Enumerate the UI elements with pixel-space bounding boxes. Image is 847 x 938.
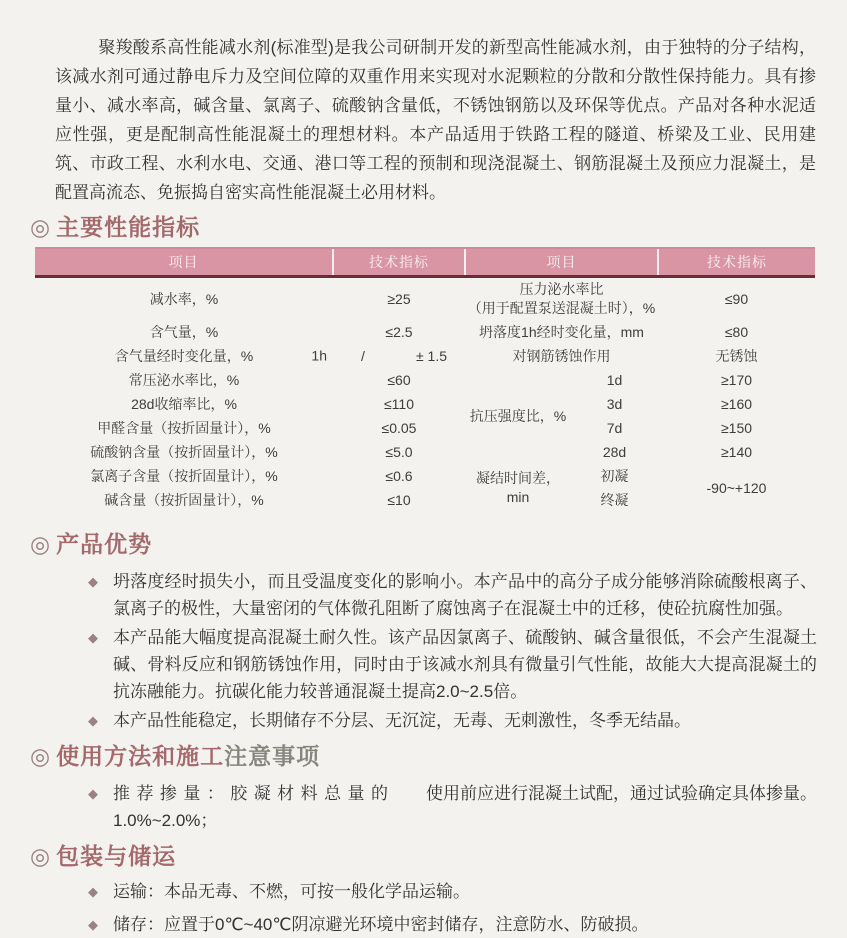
list-item xyxy=(88,707,817,734)
table-cell-item: 减水率，% xyxy=(149,290,219,307)
table-cell-value: 无锈蚀 xyxy=(715,347,758,364)
diamond-bullet-icon: ◆ xyxy=(88,786,98,801)
table-cell-value: ≤2.5 xyxy=(385,323,413,340)
advantages-list xyxy=(88,568,817,734)
section-heading-performance xyxy=(30,213,847,241)
table-cell-value: ≥25 xyxy=(387,290,411,307)
list-item xyxy=(88,624,817,705)
table-cell-item: 氯离子含量（按折固量计），% xyxy=(90,467,278,484)
table-cell-item: 碱含量（按折固量计），% xyxy=(104,491,264,508)
table-header-cell: 项目 xyxy=(465,248,658,277)
diamond-bullet-icon: ◆ xyxy=(88,884,98,899)
table-cell-item xyxy=(465,277,658,321)
section-title-text-faded: 注意事项 xyxy=(224,743,321,769)
table-cell-item xyxy=(35,344,333,368)
section-marker-icon: ◎ xyxy=(30,214,52,240)
table-cell-slash: / xyxy=(361,347,365,364)
table-cell-value-text: ± 1.5 xyxy=(415,347,447,364)
table-cell-value: ≤60 xyxy=(387,371,411,388)
table-row xyxy=(35,320,815,344)
bullet-text: 坍落度经时损失小，而且受温度变化的影响小。本产品中的高分子成分能够消除硫酸根离子、氯离子的极性，大量密闭的气体微孔阻断了腐蚀离子在混凝土中的迁移，使砼抗腐性加强。 xyxy=(113,572,817,618)
section-heading-advantages xyxy=(30,530,847,558)
document-page xyxy=(0,33,847,938)
table-cell-value: ≤5.0 xyxy=(385,443,413,460)
table-cell-item: 含气量，% xyxy=(149,323,219,340)
diamond-bullet-icon: ◆ xyxy=(88,917,98,932)
table-cell-value: ≤0.6 xyxy=(385,467,413,484)
table-row xyxy=(35,440,815,464)
table-row xyxy=(35,392,815,416)
section-title-text: 产品优势 xyxy=(56,531,153,557)
section-marker-icon: ◎ xyxy=(30,531,52,557)
table-cell-value: ≤110 xyxy=(383,395,414,412)
table-cell-line: 压力泌水率比 xyxy=(519,281,604,297)
diamond-bullet-icon: ◆ xyxy=(88,713,98,728)
table-header-cell: 技术指标 xyxy=(658,248,815,277)
table-row xyxy=(35,368,815,392)
table-row xyxy=(35,344,815,368)
table-cell-item: 常压泌水率比，% xyxy=(128,371,240,388)
table-cell-value: ≤0.05 xyxy=(381,419,417,436)
table-cell-item: 28d收缩率比，% xyxy=(131,395,237,412)
trial-mix-note: 使用前应进行混凝土试配，通过试验确定具体掺量。 xyxy=(426,784,817,803)
diamond-bullet-icon: ◆ xyxy=(88,630,98,645)
performance-table xyxy=(35,247,815,512)
table-header-cell: 技术指标 xyxy=(333,248,465,277)
table-cell-item: 甲醛含量（按折固量计），% xyxy=(97,419,271,436)
bullet-text: 本产品性能稳定，长期储存不分层、无沉淀，无毒、无刺激性，冬季无结晶。 xyxy=(113,711,691,730)
table-cell-sublabel: 1h xyxy=(311,347,327,364)
table-cell-sublabel: 初凝 xyxy=(600,467,629,484)
table-row xyxy=(35,277,815,321)
bullet-text: 运输：本品无毒、不燃，可按一般化学品运输。 xyxy=(113,882,470,901)
section-heading-usage xyxy=(30,742,847,770)
table-row xyxy=(35,464,815,488)
table-cell-value: ≥140 xyxy=(720,443,753,460)
table-row xyxy=(35,416,815,440)
section-title-text: 包装与储运 xyxy=(56,843,177,869)
table-cell-value: ≤80 xyxy=(724,323,749,340)
table-cell-value: -90~+120 xyxy=(706,479,767,496)
table-header-row xyxy=(35,248,815,277)
diamond-bullet-icon: ◆ xyxy=(88,574,98,589)
usage-list xyxy=(88,780,817,834)
table-cell-label: 含气量经时变化量，% xyxy=(114,347,254,364)
intro-paragraph: 聚羧酸系高性能减水剂(标准型)是我公司研制开发的新型高性能减水剂，由于独特的分子结构，该减水剂可通过静电斥力及空间位障的双重作用来实现对水泥颗粒的分散和分散性保持能力。具有掺量小、减水率高，碱含量、氯离子、硫酸钠含量低，不锈蚀钢筋以及环保等优点。产品对各种水泥适应性强，更是配制高性能混凝土的理想材料。本产品适用于铁路工程的隧道、桥梁及工业、民用建筑、市政工程、水利水电、交通、港口等工程的预制和现浇混凝土、钢筋混凝土及预应力混凝土，是配置高流态、免振捣自密实高性能混凝土必用材料。 xyxy=(55,38,816,202)
table-cell-value: ≤10 xyxy=(387,491,411,508)
table-cell-value xyxy=(333,344,465,368)
section-marker-icon: ◎ xyxy=(30,743,52,769)
dosage-recommendation: 推荐掺量：胶凝材料总量的1.0%~2.0%； xyxy=(113,784,388,830)
table-cell-value: ≤90 xyxy=(724,290,749,307)
list-item xyxy=(88,780,817,834)
table-cell-sublabel: 3d xyxy=(606,395,623,412)
table-cell-sublabel: 1d xyxy=(606,371,623,388)
table-header-cell: 项目 xyxy=(35,248,333,277)
table-cell-sublabel: 终凝 xyxy=(600,491,629,508)
table-cell-value: ≥160 xyxy=(720,395,753,412)
list-item xyxy=(88,911,817,938)
table-cell-line: （用于配置泵送混凝土时），% xyxy=(467,300,656,316)
section-title-text: 使用方法和施工 xyxy=(56,743,225,769)
bullet-text: 本产品能大幅度提高混凝土耐久性。该产品因氯离子、硫酸钠、碱含量很低，不会产生混凝土碱、骨料反应和钢筋锈蚀作用，同时由于该减水剂具有微量引气性能，故能大大提高混凝土的抗冻融能力。抗碳化能力较普通混凝土提高2.0~2.5倍。 xyxy=(113,628,817,701)
table-cell-sublabel: 28d xyxy=(602,443,627,460)
section-marker-icon: ◎ xyxy=(30,843,52,869)
table-cell-item: 硫酸钠含量（按折固量计），% xyxy=(90,443,278,460)
bullet-text: 储存：应置于0℃~40℃阴凉避光环境中密封储存，注意防水、防破损。 xyxy=(113,915,649,934)
table-cell-group-label: 凝结时间差，min xyxy=(476,470,560,505)
table-cell-group-label: 抗压强度比，% xyxy=(469,407,567,424)
list-item xyxy=(88,878,817,905)
table-cell-item: 对钢筋锈蚀作用 xyxy=(512,347,611,364)
section-title-text: 主要性能指标 xyxy=(56,214,201,240)
table-cell-value: ≥170 xyxy=(720,371,753,388)
section-heading-packaging xyxy=(30,842,847,870)
table-cell-sublabel: 7d xyxy=(606,419,623,436)
bullet-text xyxy=(113,780,817,834)
list-item xyxy=(88,568,817,622)
packaging-list xyxy=(88,878,817,938)
table-cell-item: 坍落度1h经时变化量，mm xyxy=(479,323,644,340)
table-cell-value: ≥150 xyxy=(720,419,753,436)
